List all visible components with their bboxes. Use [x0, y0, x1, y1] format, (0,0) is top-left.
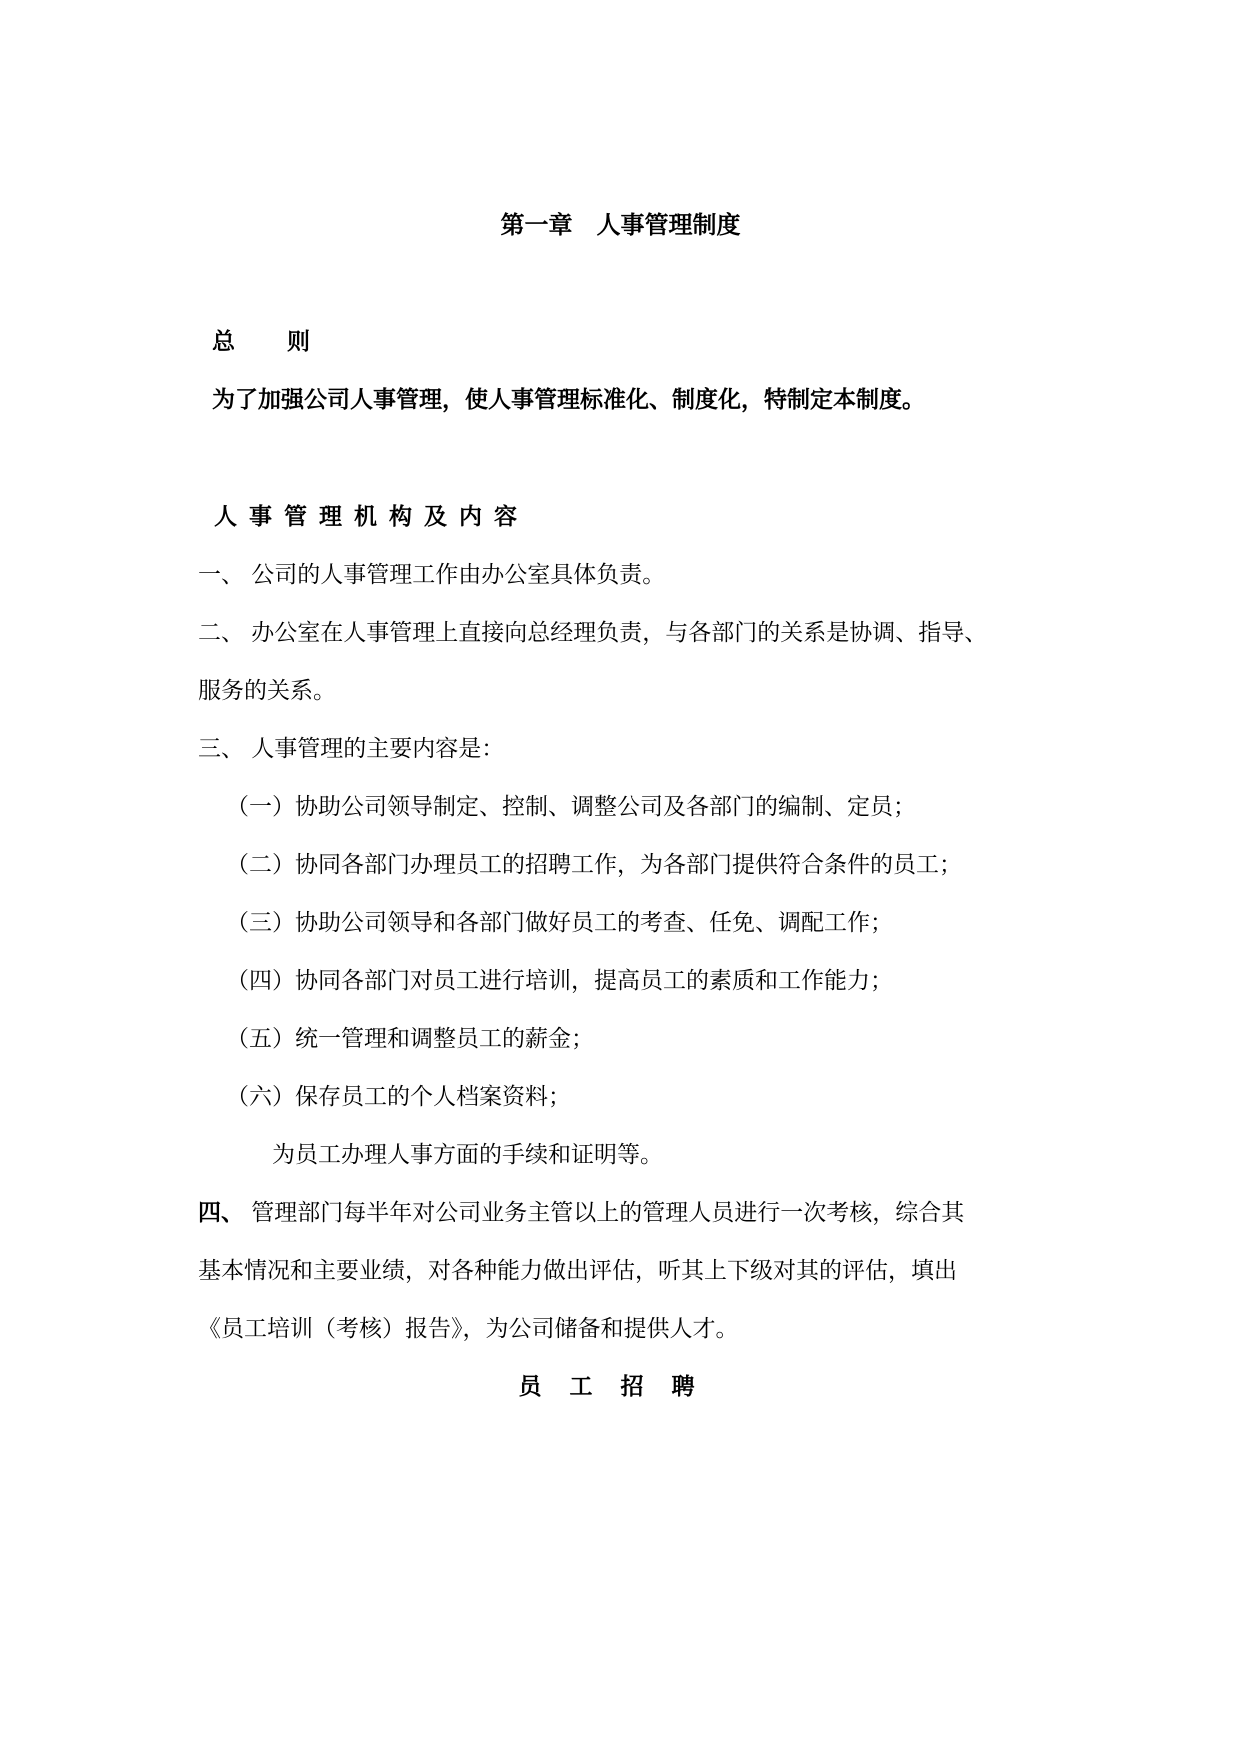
organization-item-4-line-2: 基本情况和主要业绩，对各种能力做出评估，听其上下级对其的评估，填出 — [198, 1258, 957, 1284]
content-item-5: （五）统一管理和调整员工的薪金； — [226, 1026, 594, 1052]
general-heading: 总 则 — [212, 328, 333, 355]
content-item-4: （四）协同各部门对员工进行培训，提高员工的素质和工作能力； — [226, 968, 893, 994]
organization-item-4-line-3: 《员工培训（考核）报告》，为公司储备和提供人才。 — [198, 1316, 739, 1342]
content-item-7: 为员工办理人事方面的手续和证明等。 — [272, 1142, 663, 1168]
organization-item-1: 一、 公司的人事管理工作由办公室具体负责。 — [198, 562, 666, 588]
organization-item-2-line-2: 服务的关系。 — [198, 678, 336, 704]
organization-heading: 人事管理机构及内容 — [214, 503, 529, 530]
content-item-3: （三）协助公司领导和各部门做好员工的考查、任免、调配工作； — [226, 910, 893, 936]
recruitment-heading: 员工招聘 — [518, 1373, 723, 1400]
organization-item-4-label: 四、 — [198, 1199, 244, 1226]
content-item-6: （六）保存员工的个人档案资料； — [226, 1084, 571, 1110]
chapter-title: 第一章 人事管理制度 — [500, 210, 741, 239]
organization-item-2-line-1: 二、 办公室在人事管理上直接向总经理负责，与各部门的关系是协调、指导、 — [198, 620, 988, 646]
organization-item-4-line-1 — [198, 1198, 964, 1228]
content-item-1: （一）协助公司领导制定、控制、调整公司及各部门的编制、定员； — [226, 794, 916, 820]
organization-item-4-text: 管理部门每半年对公司业务主管以上的管理人员进行一次考核，综合其 — [244, 1200, 965, 1226]
general-body: 为了加强公司人事管理，使人事管理标准化、制度化，特制定本制度。 — [212, 386, 925, 413]
content-item-2: （二）协同各部门办理员工的招聘工作，为各部门提供符合条件的员工； — [226, 852, 962, 878]
organization-item-3: 三、 人事管理的主要内容是： — [198, 736, 505, 762]
